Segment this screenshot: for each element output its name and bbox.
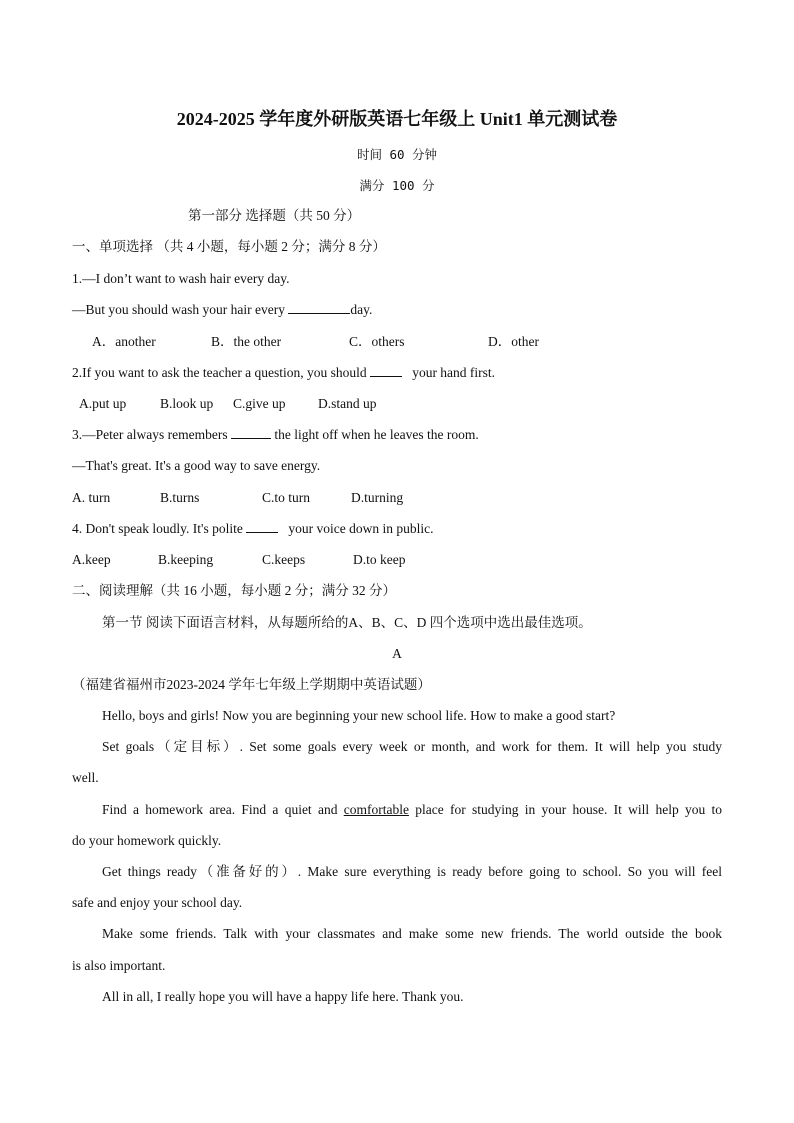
q4-pre: 4. Don't speak loudly. It's polite [72, 521, 247, 536]
q3-line2: —That's great. It's a good way to save energy. [72, 458, 321, 473]
page-title: 2024-2025 学年度外研版英语七年级上 Unit1 单元测试卷 [176, 109, 618, 129]
q2-option-c: C.give up [233, 396, 286, 411]
section2-heading: 二、阅读理解（共 16 小题，每小题 2 分；满分 32 分） [72, 583, 396, 598]
q4-blank[interactable] [246, 520, 278, 533]
q4-option-d: D.to keep [353, 552, 406, 567]
exam-time: 时间 60 分钟 [356, 147, 438, 162]
passage-p6: All in all, I really hope you will have a happy life here. Thank you. [102, 989, 464, 1004]
passage-source: （福建省福州市2023-2024 学年七年级上学期期中英语试题） [72, 677, 431, 692]
section1-heading: 一、单项选择 （共 4 小题，每小题 2 分；满分 8 分） [72, 239, 386, 254]
full-score: 满分 100 分 [359, 178, 435, 193]
passage-p4-line2: safe and enjoy your school day. [72, 895, 243, 910]
q2-option-b: B.look up [160, 396, 214, 411]
q1-blank[interactable] [288, 301, 350, 314]
passage-p4-line1: Get things ready（准备好的）. Make sure everything is ready before going to school. So you will feel [102, 864, 722, 879]
q2-blank[interactable] [370, 364, 402, 377]
q3-option-d: D.turning [351, 490, 404, 505]
passage-p2-line2: well. [72, 770, 99, 785]
q3-option-b: B.turns [160, 490, 200, 505]
passage-p2-line1: Set goals（定目标）. Set some goals every week or month, and work for them. It will help you study [102, 739, 722, 754]
passage-p5-line1: Make some friends. Talk with your classmates and make some new friends. The world outside the book [102, 926, 722, 941]
q3-option-c: C.to turn [262, 490, 311, 505]
part-one-heading: 第一部分 选择题（共 50 分） [188, 208, 361, 223]
q3-blank[interactable] [231, 426, 271, 439]
q1-option-b: B．the other [211, 334, 282, 349]
q1-option-d: D．other [488, 334, 539, 349]
passage-letter: A [392, 646, 402, 661]
passage-p3-line2: do your homework quickly. [72, 833, 222, 848]
q3-line1 [72, 426, 479, 444]
q4-post: your voice down in public. [288, 521, 434, 536]
q2-option-a: A.put up [79, 396, 127, 411]
q1-option-a: A．another [92, 334, 156, 349]
p3-pre: Find a homework area. Find a quiet and [102, 802, 344, 817]
q4-option-c: C.keeps [262, 552, 306, 567]
q4-option-a: A.keep [72, 552, 111, 567]
q1-option-c: C．others [349, 334, 405, 349]
section2-instruction: 第一节 阅读下面语言材料，从每题所给的A、B、C、D 四个选项中选出最佳选项。 [102, 615, 592, 630]
q2-pre: 2.If you want to ask the teacher a question, you should [72, 365, 371, 380]
passage-p3-line1 [102, 801, 722, 819]
q2-post: your hand first. [412, 365, 496, 380]
passage-p1: Hello, boys and girls! Now you are beginning your new school life. How to make a good start? [102, 708, 616, 723]
q3-line1-pre: 3.—Peter always remembers [72, 427, 231, 442]
q1-line1: 1.—I don’t want to wash hair every day. [72, 271, 290, 286]
q3-option-a: A. turn [72, 490, 111, 505]
q2-option-d: D.stand up [318, 396, 377, 411]
q1-line2 [72, 301, 372, 319]
q4-stem [72, 520, 433, 538]
q4-option-b: B.keeping [158, 552, 214, 567]
q3-line1-post: the light off when he leaves the room. [274, 427, 479, 442]
p3-post: place for studying in your house. It will help you to [408, 802, 722, 817]
q1-line2-pre: —But you should wash your hair every [72, 302, 289, 317]
p3-underlined-word: comfortable [343, 802, 409, 817]
q2-stem [72, 364, 495, 382]
q1-line2-post: day. [350, 302, 373, 317]
passage-p5-line2: is also important. [72, 958, 166, 973]
